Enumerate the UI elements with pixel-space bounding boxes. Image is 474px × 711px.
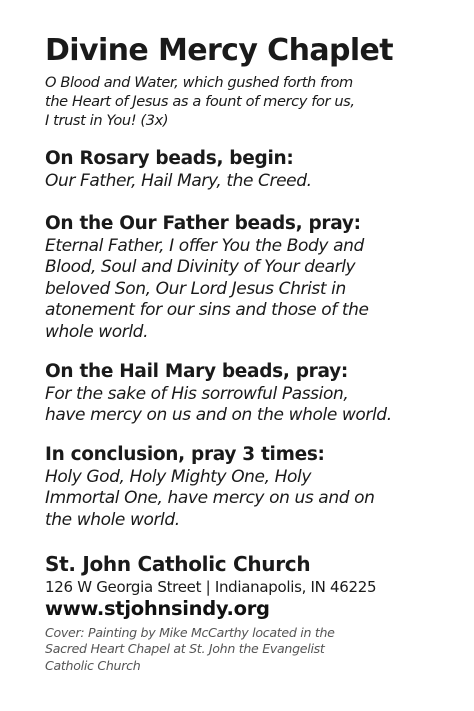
opening-prayer-line: the Heart of Jesus as a fount of mercy for us,	[45, 93, 355, 110]
church-name: St. John Catholic Church	[45, 551, 311, 576]
credit-line: Cover: Painting by Mike McCarthy located in the	[45, 624, 335, 640]
section-prayer	[45, 171, 460, 193]
section-prayer	[45, 467, 460, 532]
section-hail-mary-beads	[45, 360, 460, 427]
section-heading: On the Our Father beads, pray:	[45, 212, 361, 234]
section-heading: In conclusion, pray 3 times:	[45, 443, 325, 465]
credit-line: Sacred Heart Chapel at St. John the Evangelist	[45, 641, 325, 657]
prayer-line: have mercy on us and on the whole world.	[45, 405, 392, 426]
section-heading: On Rosary beads, begin:	[45, 148, 294, 169]
section-heading: On the Hail Mary beads, pray:	[45, 360, 348, 382]
section-prayer	[45, 236, 460, 344]
opening-prayer-line: I trust in You! (3x)	[45, 112, 169, 129]
prayer-line: whole world.	[45, 321, 149, 342]
page-title: Divine Mercy Chaplet	[45, 33, 394, 68]
prayer-line: the whole world.	[45, 509, 180, 530]
church-website: www.stjohnsindy.org	[45, 596, 270, 620]
section-begin	[45, 147, 460, 193]
section-our-father-beads	[45, 212, 460, 344]
prayer-line: For the sake of His sorrowful Passion,	[45, 383, 349, 404]
prayer-line: Blood, Soul and Divinity of Your dearly	[45, 257, 356, 278]
prayer-line: Eternal Father, I offer You the Body and	[45, 235, 364, 256]
section-prayer	[45, 384, 460, 427]
credit-line: Catholic Church	[45, 657, 141, 673]
prayer-line: Our Father, Hail Mary, the Creed.	[45, 171, 312, 191]
section-conclusion	[45, 443, 460, 532]
prayer-card	[45, 34, 460, 674]
church-info	[45, 551, 460, 621]
prayer-line: Immortal One, have mercy on us and on	[45, 488, 375, 509]
opening-prayer-line: O Blood and Water, which gushed forth from	[45, 74, 353, 91]
opening-prayer	[45, 73, 460, 130]
prayer-line: Holy God, Holy Mighty One, Holy	[45, 466, 311, 487]
prayer-line: beloved Son, Our Lord Jesus Christ in	[45, 278, 346, 299]
prayer-line: atonement for our sins and those of the	[45, 300, 369, 321]
church-address: 126 W Georgia Street | Indianapolis, IN 46225	[45, 577, 377, 596]
cover-credit	[45, 625, 460, 675]
